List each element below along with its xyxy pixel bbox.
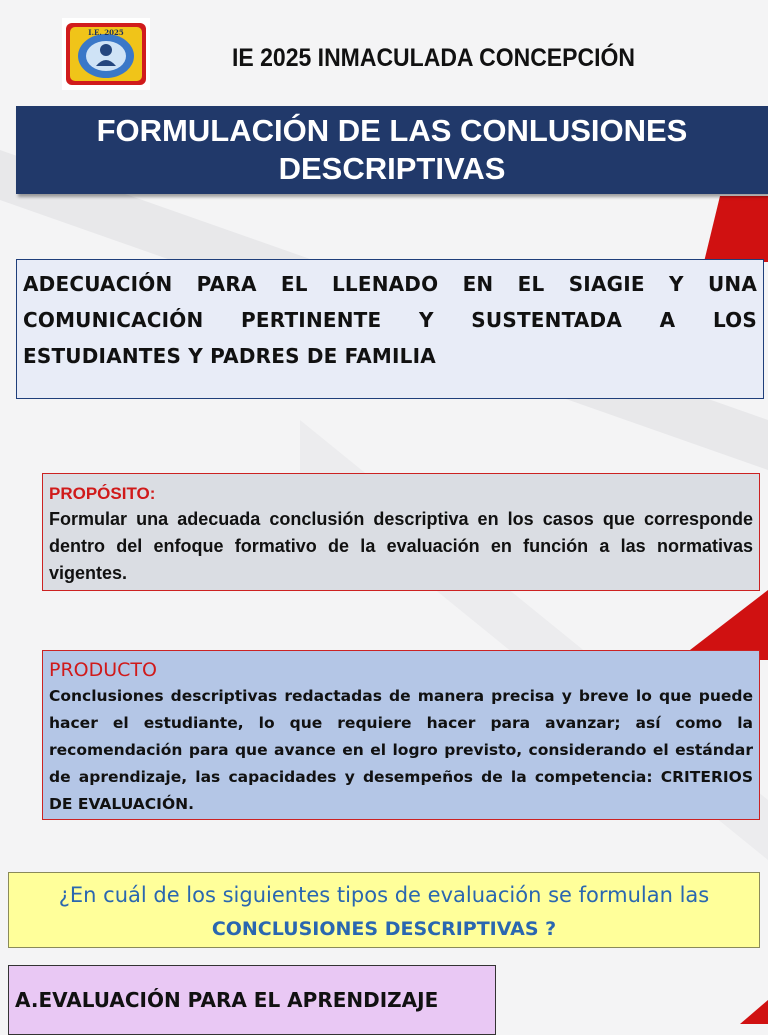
red-corner-shape bbox=[704, 196, 768, 262]
red-corner-shape bbox=[740, 1000, 768, 1024]
option-a-box[interactable] bbox=[8, 965, 496, 1035]
question-line-1: ¿En cuál de los siguientes tipos de evaluación se formulan las bbox=[58, 883, 710, 907]
banner-title-line-2: DESCRIPTIVAS bbox=[278, 151, 506, 186]
question-line-2: CONCLUSIONES DESCRIPTIVAS ? bbox=[211, 918, 557, 940]
svg-text:I.E. 2025: I.E. 2025 bbox=[88, 28, 124, 37]
proposito-label: PROPÓSITO: bbox=[49, 484, 156, 503]
adecuacion-box bbox=[16, 259, 764, 399]
banner-title-line-1: FORMULACIÓN DE LAS CONLUSIONES bbox=[96, 113, 688, 148]
title-banner bbox=[16, 106, 768, 194]
adecuacion-text: ADECUACIÓN PARA EL LLENADO EN EL SIAGIE Y UNA COMUNICACIÓN PERTINENTE Y SUSTENTADA A LOS ESTUDIANTES Y PADRES DE FAMILIA bbox=[23, 272, 757, 368]
school-title: IE 2025 INMACULADA CONCEPCIÓN bbox=[232, 44, 635, 72]
producto-text: Conclusiones descriptivas redactadas de manera precisa y breve lo que puede hacer el estudiante, lo que requiere hacer para avanzar; así como la recomendación para que avance en el logro previsto, considerando el estándar de aprendizaje, las capacidades y desempeños de la competencia: CRITERIOS DE EVALUACIÓN. bbox=[49, 687, 753, 813]
option-a-label: A.EVALUACIÓN PARA EL APRENDIZAJE bbox=[15, 988, 439, 1012]
question-box bbox=[8, 872, 760, 948]
proposito-box bbox=[42, 473, 760, 591]
proposito-text: Formular una adecuada conclusión descriptiva en los casos que corresponde dentro del enfoque formativo de la evaluación en función a las normativas vigentes. bbox=[49, 509, 753, 583]
school-crest-icon bbox=[65, 22, 147, 86]
producto-label: PRODUCTO bbox=[49, 659, 157, 681]
producto-box bbox=[42, 650, 760, 820]
school-logo bbox=[62, 18, 150, 90]
